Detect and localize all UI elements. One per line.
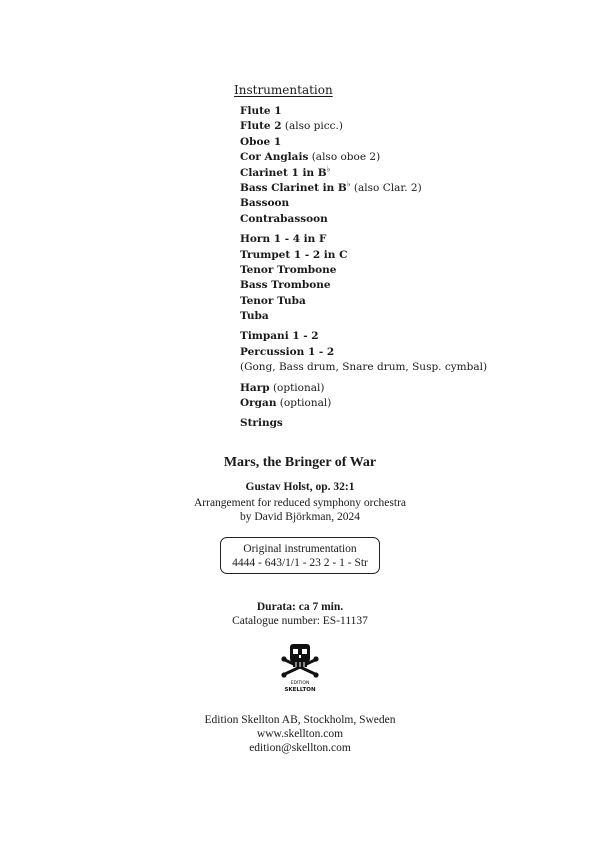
instrument-group xyxy=(240,329,540,375)
instrument-name: Tuba xyxy=(240,310,269,323)
instrument-line xyxy=(240,232,540,247)
instrument-name: Flute 2 xyxy=(240,120,282,133)
instrument-line xyxy=(240,345,540,360)
arrangement-line-2: by David Björkman, 2024 xyxy=(239,511,361,523)
instrument-name: Horn 1 - 4 in F xyxy=(240,233,327,246)
instrument-group xyxy=(240,416,540,431)
instrument-line xyxy=(240,396,540,411)
logo-text-skellton: SKELLTON xyxy=(284,687,316,693)
instrument-group xyxy=(240,104,540,227)
instrument-note: (optional) xyxy=(269,381,325,394)
instrument-line xyxy=(240,381,540,396)
instrument-group xyxy=(240,232,540,324)
instrument-name: Clarinet 1 in B xyxy=(240,166,327,179)
instrument-name: Tenor Tuba xyxy=(240,294,306,307)
instrument-line xyxy=(240,416,540,431)
publisher-website: www.skellton.com xyxy=(256,728,344,740)
instrument-name: Bass Clarinet in B xyxy=(240,181,347,194)
instrument-note: (also oboe 2) xyxy=(308,151,381,164)
instrument-line xyxy=(240,135,540,150)
instrument-line xyxy=(240,212,540,227)
instrument-line xyxy=(240,248,540,263)
instrument-line xyxy=(240,360,540,375)
instrumentation-list xyxy=(240,104,540,437)
arrangement-line-1: Arrangement for reduced symphony orchestra xyxy=(193,497,407,509)
instrumentation-title: Instrumentation xyxy=(234,83,333,97)
instrument-line xyxy=(240,309,540,324)
instrument-name: Percussion 1 - 2 xyxy=(240,345,335,358)
instrument-line xyxy=(240,263,540,278)
instrument-name: Timpani 1 - 2 xyxy=(240,330,319,343)
instrument-group xyxy=(240,381,540,412)
instrument-name: Cor Anglais xyxy=(240,151,309,164)
instrument-line xyxy=(240,278,540,293)
instrument-line xyxy=(240,104,540,119)
instrument-line xyxy=(240,166,540,181)
work-title: Mars, the Bringer of War xyxy=(223,455,377,470)
flat-sign: ♭ xyxy=(326,164,331,174)
instrument-name: Trumpet 1 - 2 in C xyxy=(240,248,348,261)
instrument-name: Tenor Trombone xyxy=(240,263,337,276)
instrument-name: Organ xyxy=(240,397,277,410)
instrument-name: Flute 1 xyxy=(240,105,282,117)
composer-line: Gustav Holst, op. 32:1 xyxy=(245,481,355,493)
publisher-email: edition@skellton.com xyxy=(249,742,351,754)
original-instrumentation-label: Original instrumentation xyxy=(243,543,357,555)
original-instrumentation-code: 4444 - 643/1/1 - 23 2 - 1 - Str xyxy=(232,557,368,569)
instrument-line xyxy=(240,294,540,309)
instrument-name: Strings xyxy=(240,417,283,430)
catalogue-number: Catalogue number: ES-11137 xyxy=(232,615,368,627)
durata: Durata: ca 7 min. xyxy=(256,601,344,613)
instrument-line xyxy=(240,119,540,134)
instrument-line xyxy=(240,329,540,344)
instrument-name: Bass Trombone xyxy=(240,279,331,292)
instrument-line xyxy=(240,181,540,196)
skull-crossbones-icon xyxy=(276,642,324,694)
instrument-line xyxy=(240,150,540,165)
instrument-line xyxy=(240,196,540,211)
instrument-note: (optional) xyxy=(276,397,332,410)
instrument-name: Harp xyxy=(240,381,270,394)
instrument-note: (also Clar. 2) xyxy=(350,181,422,194)
instrument-name: Oboe 1 xyxy=(240,135,282,148)
publisher-line: Edition Skellton AB, Stockholm, Sweden xyxy=(204,714,396,726)
instrument-note: (also picc.) xyxy=(281,120,343,133)
instrument-name: Bassoon xyxy=(240,197,290,210)
original-instrumentation-box xyxy=(220,537,380,574)
instrument-name: Contrabassoon xyxy=(240,212,328,225)
logo-text-edition: EDITION xyxy=(290,681,310,686)
instrument-note: (Gong, Bass drum, Snare drum, Susp. cymbal) xyxy=(240,361,488,374)
flat-sign: ♭ xyxy=(346,179,351,189)
